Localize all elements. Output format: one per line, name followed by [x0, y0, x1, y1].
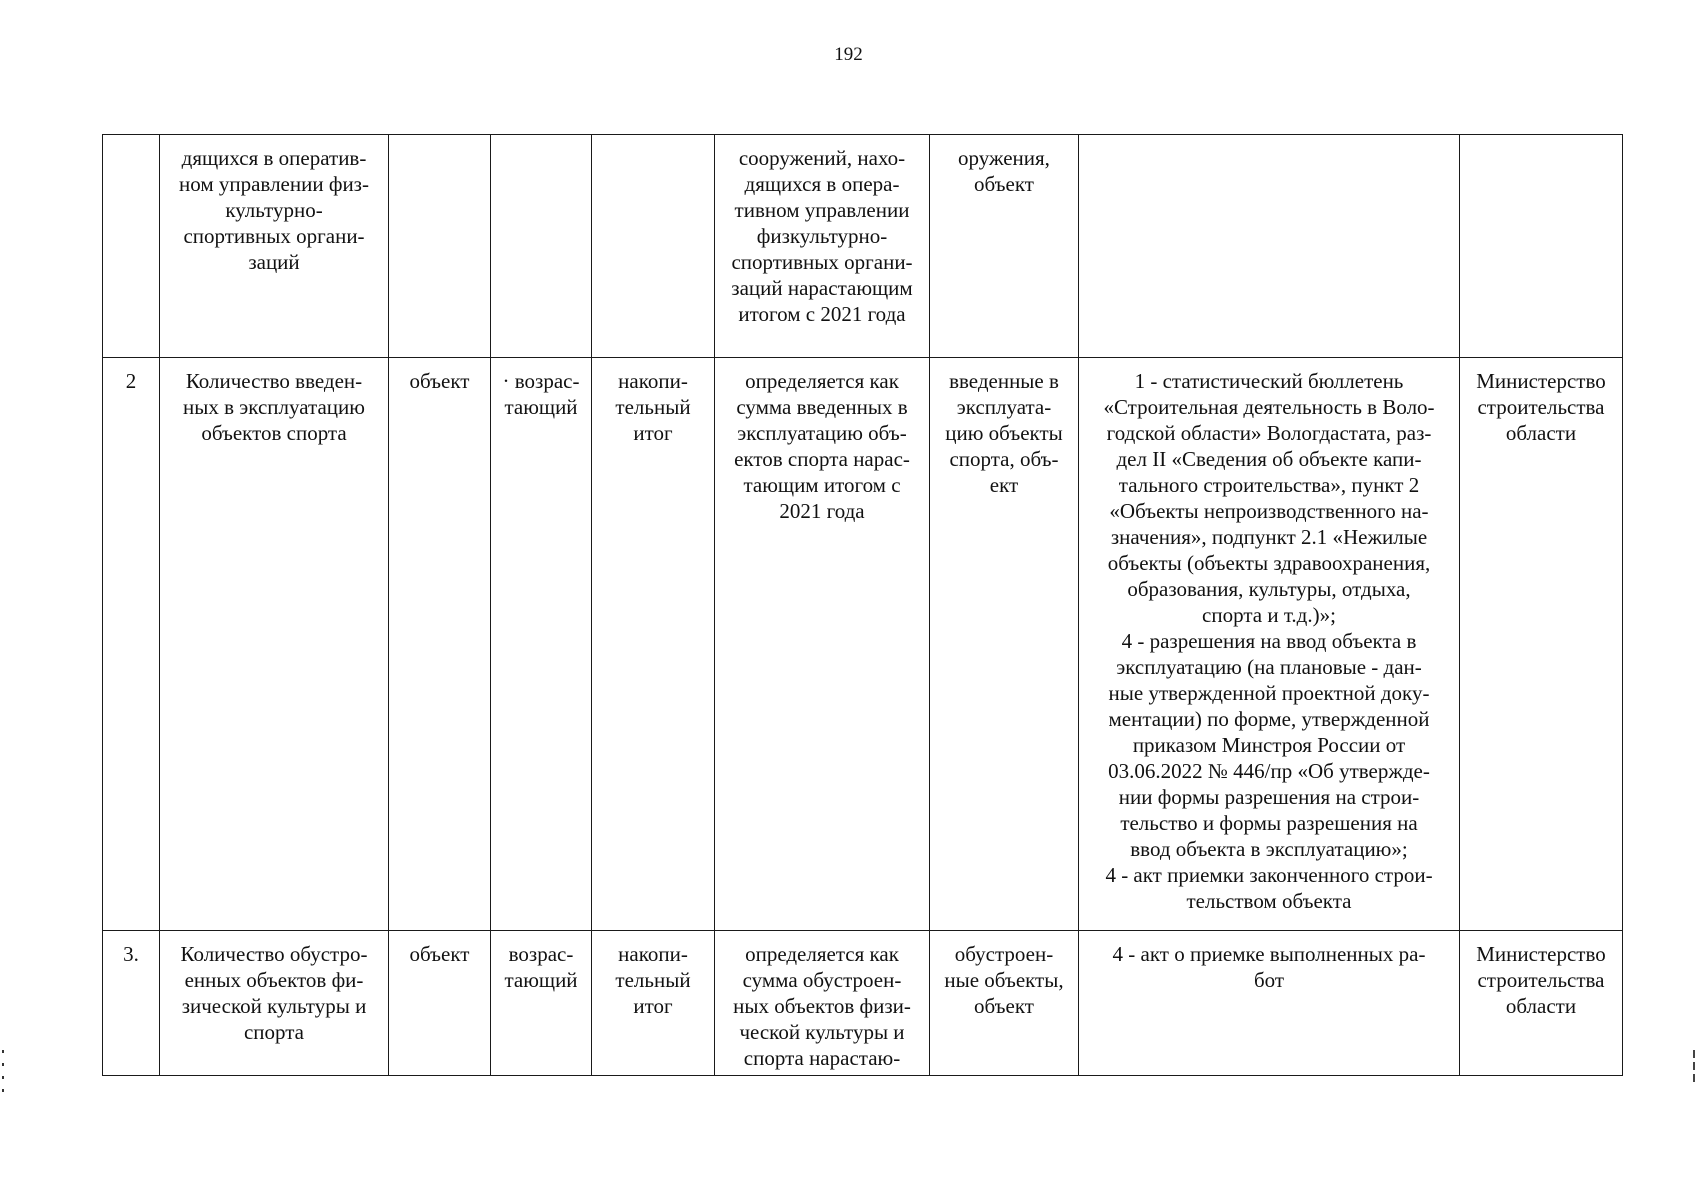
- data-sources-cell: 4 - акт о приемке выполненных ра- бот: [1079, 931, 1460, 1076]
- base-indicators-cell: обустроен- ные объекты, объект: [930, 931, 1079, 1076]
- base-indicators-cell: введенные в эксплуата- цию объекты спорта, объ- ект: [930, 358, 1079, 931]
- unit-cell: [389, 135, 491, 358]
- indicator-name-cell: Количество введен- ных в эксплуатацию объектов спорта: [160, 358, 389, 931]
- period-type-cell: [592, 135, 715, 358]
- scan-mark: [2, 1063, 4, 1066]
- calculation-method-cell: определяется как сумма обустроен- ных объектов физи- ческой культуры и спорта нарастаю-: [715, 931, 930, 1076]
- scan-mark: [2, 1050, 4, 1053]
- scan-mark: [1693, 1074, 1695, 1082]
- page-number: 192: [834, 44, 863, 65]
- calculation-method-cell: определяется как сумма введенных в эксплуатацию объ- ектов спорта нарас- тающим итогом с 2021 года: [715, 358, 930, 931]
- scan-edge-marks: [0, 1050, 6, 1102]
- dynamics-type-cell: · возрас- тающий: [491, 358, 592, 931]
- responsible-cell: [1460, 135, 1623, 358]
- table-row: [103, 931, 1623, 1076]
- row-number-cell: 3.: [103, 931, 160, 1076]
- data-sources-cell: 1 - статистический бюллетень «Строительная деятельность в Воло- годской области» Вологдастата, раз- дел II «Сведения об объекте капи- тального строительства», пункт 2 «Объекты непроизводственного на- значения», подпункт 2.1 «Нежилые объекты (объекты здравоохранения, образования, культуры, отдыха, спорта и т.д.)»; 4 - разрешения на ввод объекта в эксплуатацию (на плановые - дан- ные утвержденной проектной доку- ментации) по форме, утвержденной приказом Минстроя России от 03.06.2022 № 446/пр «Об утвержде- нии формы разрешения на строи- тельство и формы разрешения на ввод объекта в эксплуатацию»; 4 - акт приемки законченного строи- тельством объекта: [1079, 358, 1460, 931]
- scan-mark: [1693, 1062, 1695, 1070]
- table-row: [103, 135, 1623, 358]
- base-indicators-cell: оружения, объект: [930, 135, 1079, 358]
- row-number-cell: 2: [103, 358, 160, 931]
- responsible-cell: Министерство строительства области: [1460, 931, 1623, 1076]
- unit-cell: объект: [389, 358, 491, 931]
- scan-mark: [1693, 1050, 1695, 1058]
- dynamics-type-cell: возрас- тающий: [491, 931, 592, 1076]
- period-type-cell: накопи- тельный итог: [592, 358, 715, 931]
- indicator-name-cell: Количество обустро- енных объектов фи- зической культуры и спорта: [160, 931, 389, 1076]
- data-sources-cell: [1079, 135, 1460, 358]
- responsible-cell: Министерство строительства области: [1460, 358, 1623, 931]
- calculation-method-cell: сооружений, нахо- дящихся в опера- тивном управлении физкультурно- спортивных органи- заций нарастающим итогом с 2021 года: [715, 135, 930, 358]
- period-type-cell: накопи- тельный итог: [592, 931, 715, 1076]
- dynamics-type-cell: [491, 135, 592, 358]
- scan-edge-marks-right: [1691, 1050, 1697, 1086]
- row-number-cell: [103, 135, 160, 358]
- scan-mark: [2, 1076, 4, 1079]
- table-row: [103, 358, 1623, 931]
- unit-cell: объект: [389, 931, 491, 1076]
- indicator-name-cell: дящихся в оператив- ном управлении физ- культурно- спортивных органи- заций: [160, 135, 389, 358]
- indicators-table: [102, 134, 1623, 1076]
- scan-mark: [2, 1089, 4, 1092]
